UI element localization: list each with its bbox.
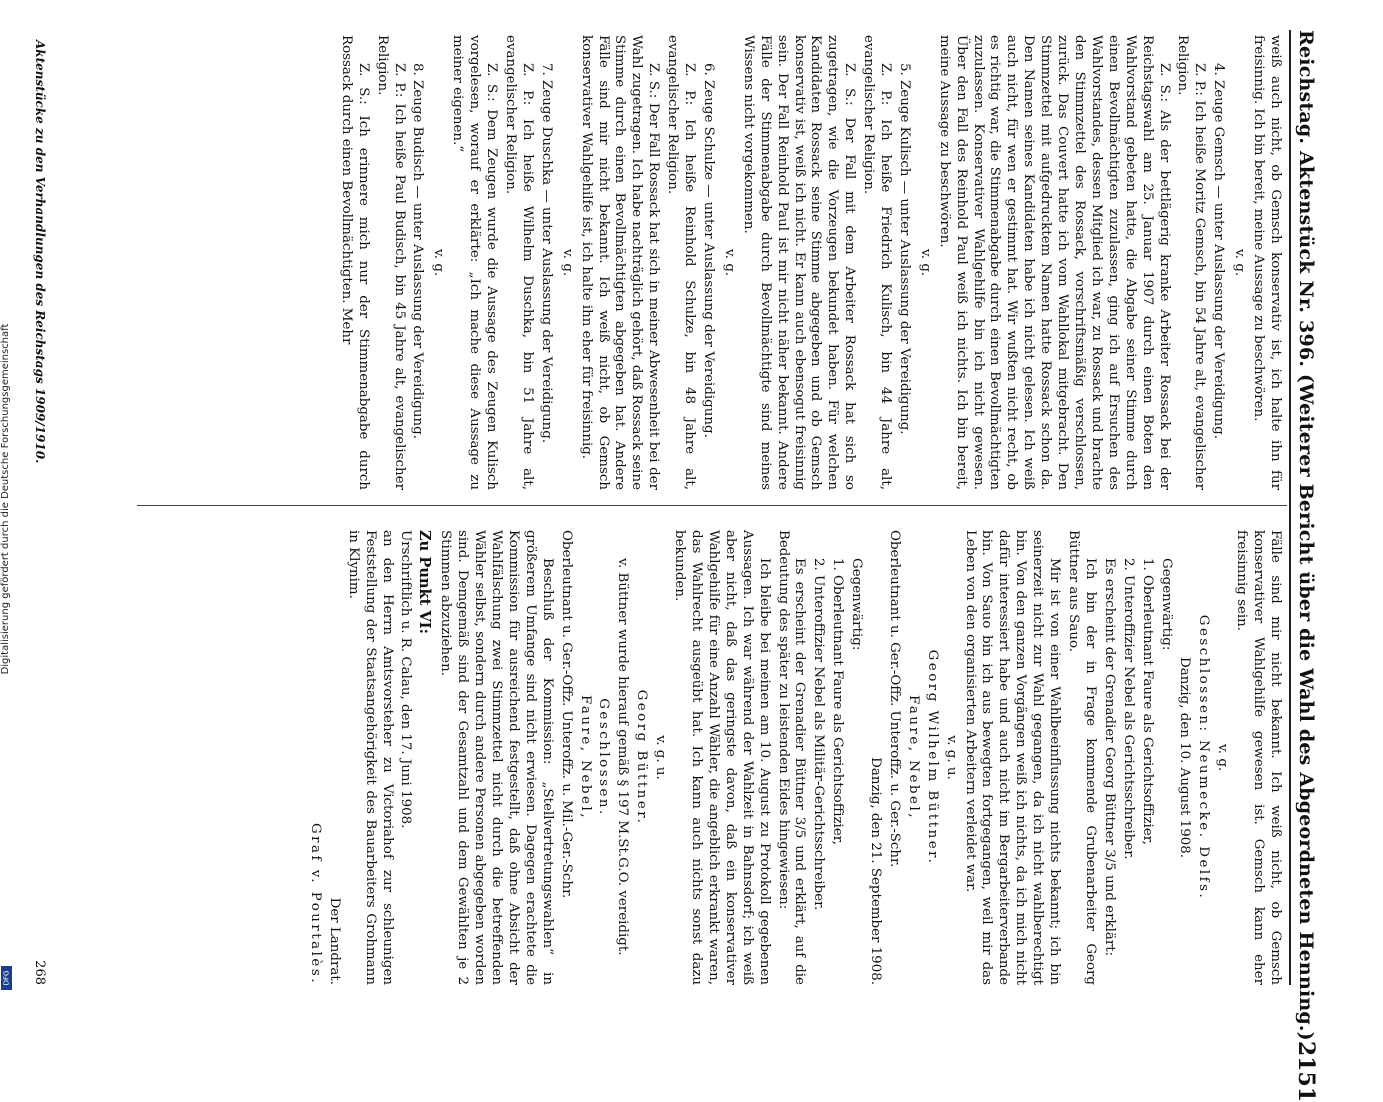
right-column-paragraph: Graf v. Pourtalès. <box>307 822 323 985</box>
column-divider <box>137 505 1287 506</box>
right-column-paragraph: Oberleutnant u. Ger.-Offz. Unteroffz. u. Mil.-Ger.-Schr. <box>558 530 574 899</box>
right-column-paragraph: Fälle sind mir nicht bekannt. Ich weiß nicht, ob Gemsch konservativer Wahlgehilfe gewesen ist. Gemsch kann eher freisinnig sein. <box>1234 530 1283 985</box>
left-column <box>335 35 1283 490</box>
left-column-paragraph: Z. P.: Ich heiße Wilhelm Duschka, bin 51 Jahre alt, evangelischer Religion. <box>503 35 535 490</box>
right-column-paragraph: Gegenwärtig: <box>1158 558 1174 651</box>
footer-source: Aktenstücke zu den Verhandlungen des Reichstags 1909/1910. <box>33 40 47 464</box>
left-column-paragraph: v. g. <box>559 248 575 277</box>
right-column-paragraph: Beschluß der Kommission: „Stellvertretungswahlen“ in größerem Umfange sind nicht erwiesen. Dagegen erachtete die Kommission für ausreichend festgestellt, daß ohne Absicht der Wahlfälschung zwei Stimmzettel nicht durch die betreffenden Wähler selbst, sondern durch andere Personen abgegeben worden sind. Demgemäß sind der Gesamtzahl und dem Gewählten je 2 Stimmen abzuziehen. <box>438 530 555 985</box>
left-column-paragraph: v. g. <box>721 248 737 277</box>
right-column-paragraph: Es erscheint der Grenadier Georg Büttner 3/5 und erklärt: <box>1101 558 1117 957</box>
right-column-paragraph: v. g. u. <box>653 735 669 780</box>
right-column-paragraph: Danzig, den 21. September 1908. <box>868 757 884 985</box>
right-column-paragraph: Faure, Nebel, <box>577 694 593 820</box>
left-column-paragraph: 8. Zeuge Budisch — unter Auslassung der Vereidigung. <box>410 63 426 439</box>
left-column-paragraph: Z. S.: Dem Zeugen wurde die Aussage des Zeugen Kulisch vorgelesen, worauf er erklärte: „Ich mache diese Aussage zu meiner eigenen.“ <box>450 35 500 490</box>
right-column-paragraph: 2. Unteroffizier Nebel als Gerichtsschreiber. <box>1120 558 1136 860</box>
right-column-paragraph: Geschlossen: Neumecke. Delfs. <box>1196 614 1212 901</box>
left-column-paragraph: 5. Zeuge Kulisch — unter Auslassung der Vereidigung. <box>896 63 912 435</box>
right-column-paragraph: Der Landrat. <box>326 897 342 985</box>
right-column-paragraph: 2. Unteroffizier Nebel als Militär-Gerichtsschreiber. <box>811 558 827 911</box>
dfg-logo: DFG <box>1 966 12 990</box>
page-header <box>1289 30 1331 1102</box>
right-column-paragraph: Faure, Nebel, <box>905 694 921 820</box>
right-column-paragraph: 1. Oberleutnant Faure als Gerichtsoffizier, <box>1139 558 1155 845</box>
credit-text: Digitalisierung gefördert durch die Deutsche Forschungsgemeinschaft <box>0 323 11 675</box>
right-column-paragraph: v. g. <box>1215 743 1231 772</box>
left-column-paragraph: 4. Zeuge Gemsch — unter Auslassung der Vereidigung. <box>1211 63 1227 439</box>
right-column-paragraph: Zu Punkt VI: <box>416 530 434 635</box>
left-column-paragraph: weiß auch nicht, ob Gemsch konservativ ist, ich halte ihn für freisinnig. Ich bin bereit, meine Aussage zu beschwören. <box>1251 35 1283 490</box>
right-column-paragraph: Es erscheint der Grenadier Büttner 3/5 und erklärt, auf die Bedeutung des später zu leistenden Eides hingewiesen: <box>775 530 808 985</box>
right-column <box>304 530 1283 985</box>
left-column-paragraph: Z. S.: Der Fall mit dem Arbeiter Rossack hat sich so zugetragen, wie die Vorzeugen bekundet haben. Für welchen Kandidaten Rossack seine Stimme abgegeben und ob Gemsch konservativ ist, weiß ich nicht. Er kann auch ebensogut freisinnig sein. Der Fall Reinhold Paul ist mir nicht näher bekannt. Andere Fälle der Stimmenabgabe durch Bevollmächtigte sind meines Wissens nicht vorgekommen. <box>740 35 858 490</box>
right-column-paragraph: Gegenwärtig: <box>849 558 865 651</box>
left-column-paragraph: Z. P.: Ich heiße Reinhold Schulze, bin 48 Jahre alt, evangelischer Religion. <box>665 35 698 490</box>
right-column-paragraph: Ich bin der in Frage kommende Grubenarbeiter Georg Büttner aus Sauo. <box>1066 530 1098 985</box>
right-column-paragraph: Ich bleibe bei meinen am 10. August zu Protokoll gegebenen Aussagen. Ich war während der Wahlzeit in Bahnsdorf; ich weiß aber nicht, daß das geringste davon, daß ein konservativer Wahlgehilfe für eine Anzahl Wähler, die angeblich erkrankt waren, das Wahlrecht ausgeübt hat. Ich kann auch nichts sonst dazu bekunden. <box>672 530 772 985</box>
right-column-paragraph: v. Büttner wurde hierauf gemäß § 197 M.St.G.O. vereidigt. <box>615 558 631 956</box>
left-column-paragraph: v. g. <box>917 248 933 277</box>
right-column-paragraph: Geschlossen. <box>596 698 612 817</box>
right-column-paragraph: Danzig, den 10. August 1908. <box>1177 656 1193 859</box>
footer-page: 268 <box>32 960 47 985</box>
left-column-paragraph: 6. Zeuge Schulze — unter Auslassung der Vereidigung. <box>701 63 716 438</box>
right-column-paragraph: v. g. u. <box>943 735 959 780</box>
left-column-paragraph: Z. S.: Ich erinnere mich nur der Stimmenabgabe durch Rossack durch einen Bevollmächtigten. Mehr <box>338 35 371 490</box>
header-title: Reichstag. Aktenstück Nr. 396. (Weiterer Bericht über die Wahl des Abgeordneten Henning.) <box>1295 30 1317 1041</box>
right-column-paragraph: Georg Büttner. <box>634 689 650 826</box>
left-column-paragraph: Z. P.: Ich heiße Moritz Gemsch, bin 54 Jahre alt, evangelischer Religion. <box>1175 35 1208 490</box>
left-column-paragraph: v. g. <box>431 248 447 277</box>
left-column-paragraph: v. g. <box>1232 248 1248 277</box>
left-column-paragraph: Z. P.: Ich heiße Friedrich Kulisch, bin 44 Jahre alt, evangelischer Religion. <box>861 35 894 490</box>
page-number: 2151 <box>1293 1040 1319 1102</box>
right-column-paragraph: 1. Oberleutnant Faure als Gerichtsoffizier, <box>830 558 846 845</box>
left-column-paragraph: Z. P.: Ich heiße Paul Budisch, bin 45 Jahre alt, evangelischer Religion. <box>374 35 407 490</box>
page-footer <box>32 40 47 985</box>
left-column-paragraph: Z. S.: Als der bettlägerig kranke Arbeiter Rossack bei der Reichstagswahl am 25. Januar 1907 durch einen Boten den Wahlvorstand gebeten hatte, die Abgabe seiner Stimme durch einen Bevollmächtigten zuzulassen, ging ich auf Ersuchen des Wahlvorstandes, dessen Mitglied ich war, zu Rossack und brachte den Stimmzettel des Rossack, vorschriftsmäßig verschlossen, zurück. Das Couvert hatte ich vom Wahllokal mitgebracht. Den Stimmzettel mit aufgedrucktem Namen hatte Rossack schon da. Den Namen seines Kandidaten habe ich nicht gelesen. Ich weiß auch nicht, für wen er gestimmt hat. Wir wußten nicht recht, ob es richtig war, die Stimmenabgabe durch einen Bevollmächtigten zuzulassen. Konservativer Wahlgehilfe bin ich nicht gewesen. Über den Fall des Reinhold Paul weiß ich nichts. Ich bin bereit, meine Aussage zu beschwören. <box>936 35 1172 490</box>
left-column-paragraph: Z. S.: Der Fall Rossack hat sich in meiner Abwesenheit bei der Wahl zugetragen. Ich habe nachträglich gehört, daß Rossack seine Stimme durch einen Bevollmächtigten abgegeben hat. Andere Fälle sind mir nicht bekannt. Ich weiß nicht, ob Gemsch konservativer Wahlgehilfe ist, ich halte ihn eher für freisinnig. <box>578 35 662 490</box>
right-column-paragraph: Urschriftlich u. R. Calau, den 17. Juni 1908. <box>398 530 414 829</box>
right-column-paragraph: Georg Wilhelm Büttner. <box>924 649 940 866</box>
right-column-paragraph: Mir ist von einer Wahlbeeinflussung nichts bekannt; ich bin seinerzeit nicht zur Wahl gegangen, da ich nicht wahlberechtigt bin. Von den ganzen Vorgängen weiß ich nichts, da ich mich nicht dafür interessiert habe und auch nicht im Bergarbeiterverbande bin. Von Sauo bin ich aus bewegten fortgegangen, weil mir das Leben von den organisierten Arbeitern verleidet war. <box>962 530 1063 985</box>
left-column-paragraph: 7. Zeuge Duschka — unter Auslassung der Vereidigung. <box>538 63 554 444</box>
right-column-paragraph: an den Herrn Amtsvorsteher zu Victoriahof zur schleunigen Feststellung der Staatsangehörigkeit des Bauarbeiters Grohmann in Klynim. <box>345 530 395 985</box>
right-column-paragraph: Oberleutnant u. Ger.-Offz. Unteroffz. u. Ger.-Schr. <box>886 530 902 868</box>
